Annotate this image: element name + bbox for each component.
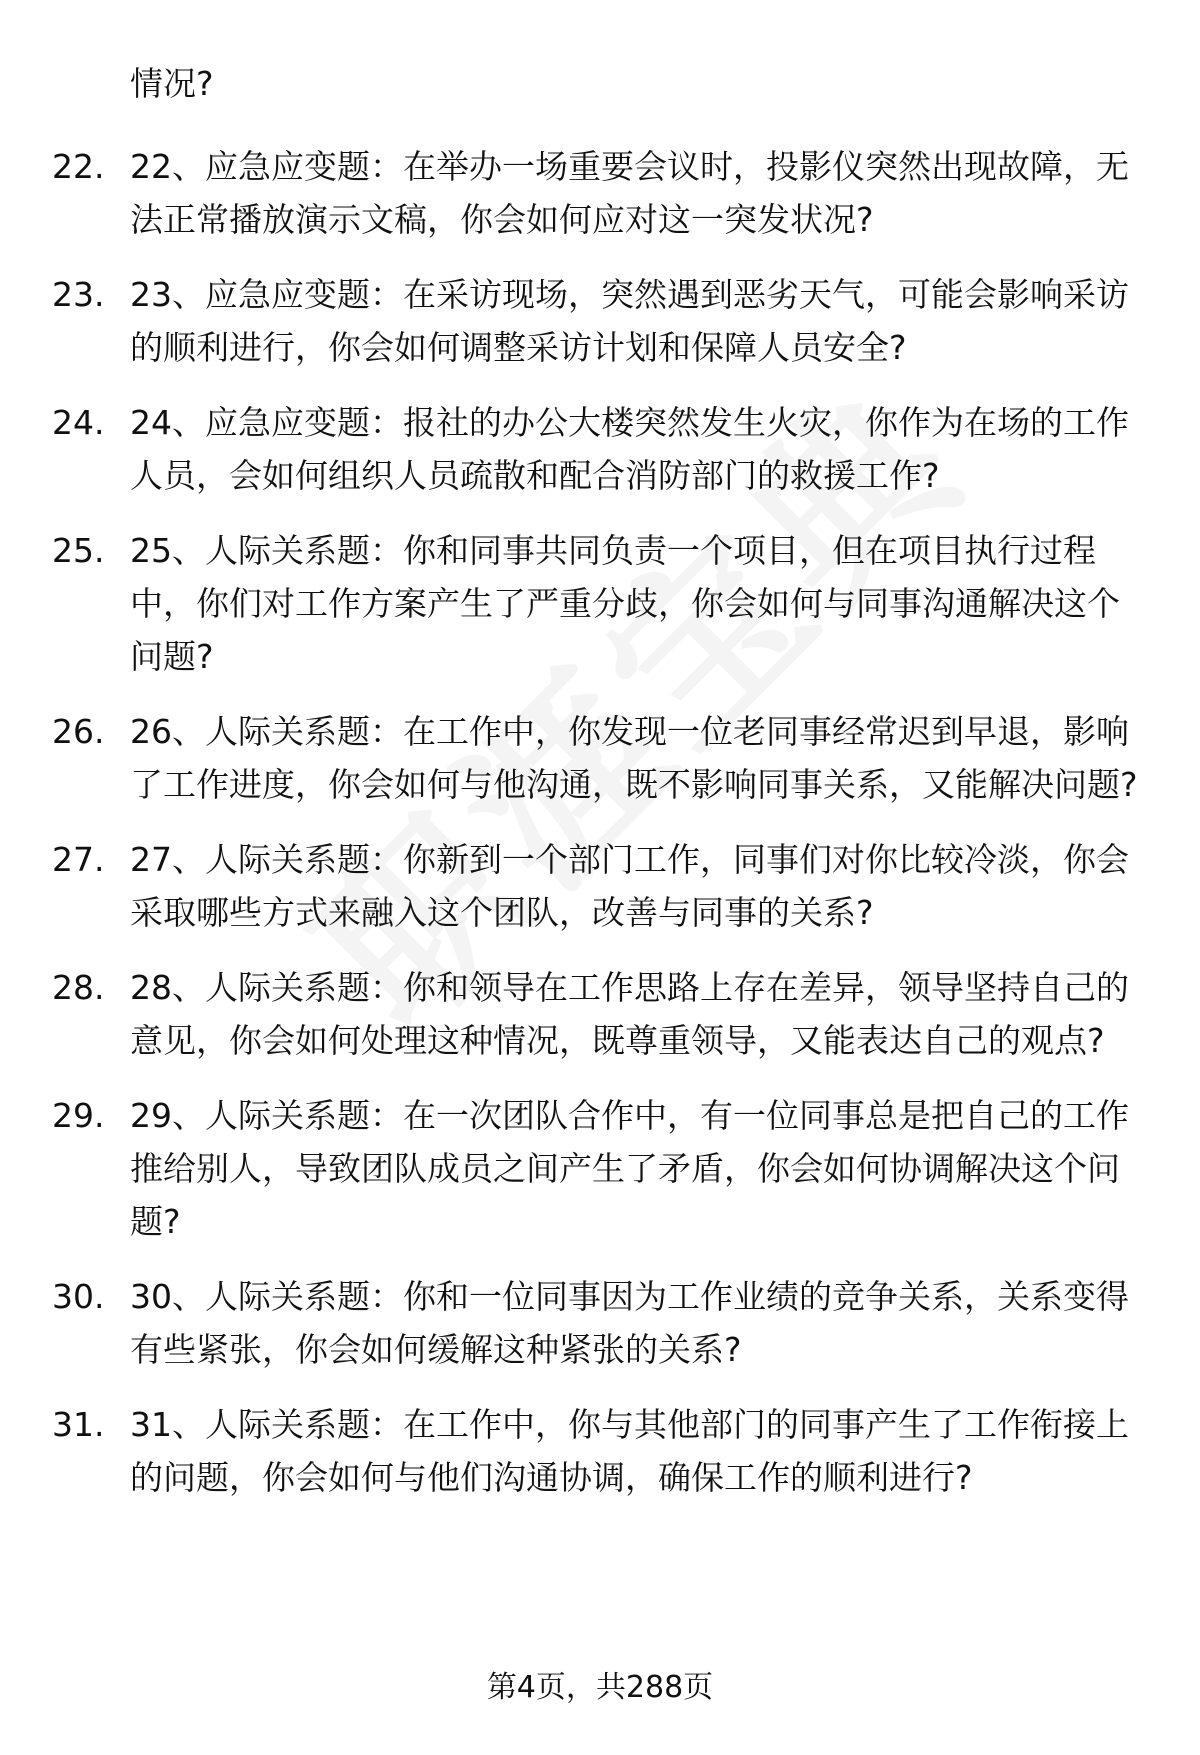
question-list	[0, 140, 1200, 1526]
question-text: 25、人际关系题：你和同事共同负责一个项目，但在项目执行过程中，你们对工作方案产生了严重分歧，你会如何与同事沟通解决这个问题?	[130, 531, 1120, 676]
question-text: 23、应急应变题：在采访现场，突然遇到恶劣天气，可能会影响采访的顺利进行，你会如何调整采访计划和保障人员安全?	[130, 275, 1129, 367]
question-text: 24、应急应变题：报社的办公大楼突然发生火灾，你作为在场的工作人员，会如何组织人员疏散和配合消防部门的救援工作?	[130, 403, 1129, 495]
question-item	[0, 268, 1200, 374]
question-item	[0, 961, 1200, 1067]
page-footer: 第4页，共288页	[486, 1670, 714, 1705]
question-number: 25.	[52, 531, 105, 570]
question-number: 24.	[52, 403, 105, 442]
question-item	[0, 705, 1200, 811]
question-item	[0, 1089, 1200, 1248]
question-text: 31、人际关系题：在工作中，你与其他部门的同事产生了工作衔接上的问题，你会如何与他们沟通协调，确保工作的顺利进行?	[130, 1405, 1129, 1497]
question-number: 28.	[52, 968, 105, 1007]
question-number: 29.	[52, 1096, 105, 1135]
question-item	[0, 396, 1200, 502]
question-text: 22、应急应变题：在举办一场重要会议时，投影仪突然出现故障，无法正常播放演示文稿，你会如何应对这一突发状况?	[130, 147, 1129, 239]
question-text: 27、人际关系题：你新到一个部门工作，同事们对你比较冷淡，你会采取哪些方式来融入这个团队，改善与同事的关系?	[130, 840, 1129, 932]
question-number: 23.	[52, 275, 105, 314]
question-number: 30.	[52, 1277, 105, 1316]
question-text: 28、人际关系题：你和领导在工作思路上存在差异，领导坚持自己的意见，你会如何处理这种情况，既尊重领导，又能表达自己的观点?	[130, 968, 1129, 1060]
question-text: 26、人际关系题：在工作中，你发现一位老同事经常迟到早退，影响了工作进度，你会如何与他沟通，既不影响同事关系，又能解决问题?	[130, 712, 1138, 804]
question-text: 30、人际关系题：你和一位同事因为工作业绩的竞争关系，关系变得有些紧张，你会如何缓解这种紧张的关系?	[130, 1277, 1129, 1369]
question-number: 27.	[52, 840, 105, 879]
question-text: 29、人际关系题：在一次团队合作中，有一位同事总是把自己的工作推给别人，导致团队成员之间产生了矛盾，你会如何协调解决这个问题?	[130, 1096, 1129, 1241]
question-item	[0, 524, 1200, 683]
question-item	[0, 140, 1200, 246]
question-number: 22.	[52, 147, 105, 186]
question-item	[0, 1270, 1200, 1376]
continuation-text: 情况?	[130, 64, 214, 103]
question-item	[0, 1398, 1200, 1504]
question-item	[0, 833, 1200, 939]
question-number: 31.	[52, 1405, 105, 1444]
question-number: 26.	[52, 712, 105, 751]
